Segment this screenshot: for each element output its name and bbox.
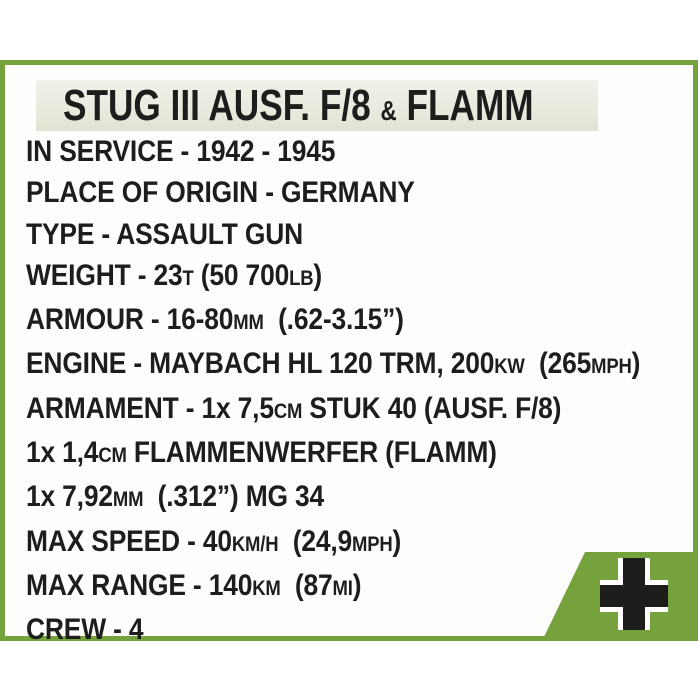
spec-line: [26, 476, 607, 520]
spec-unit-text: MM: [112, 488, 144, 512]
spec-line: [26, 255, 607, 299]
title-unit-text: &: [380, 95, 397, 126]
spec-line: [26, 299, 607, 343]
spec-unit-text: MPH: [591, 355, 632, 379]
spec-line: [26, 432, 607, 476]
spec-text: (265: [524, 347, 592, 381]
spec-text: WEIGHT - 23: [26, 258, 183, 292]
spec-line: [26, 343, 641, 387]
spec-text: 1x 1,4: [26, 436, 99, 470]
spec-text: ): [631, 347, 641, 381]
spec-unit-text: KM: [252, 576, 281, 600]
spec-text: (.62-3.15”): [263, 303, 404, 337]
spec-text: ARMOUR - 16-80: [26, 303, 234, 337]
spec-text: MAX RANGE - 140: [26, 568, 253, 602]
spec-text: TYPE - ASSAULT GUN: [26, 217, 303, 251]
spec-line: [26, 214, 607, 255]
spec-unit-text: T: [182, 266, 194, 290]
spec-text: PLACE OF ORIGIN - GERMANY: [26, 176, 415, 210]
spec-unit-text: MM: [233, 311, 264, 335]
spec-unit-text: KM/H: [231, 532, 279, 556]
spec-text: STUK 40 (AUSF. F/8): [302, 391, 562, 425]
spec-unit-text: KW: [494, 355, 525, 379]
spec-text: (50 700: [193, 258, 290, 292]
title-text: STUG III AUSF. F/8: [63, 81, 381, 130]
spec-text: ENGINE - MAYBACH HL 120 TRM, 200: [26, 347, 495, 381]
spec-line: [26, 388, 607, 432]
spec-line: [26, 172, 607, 213]
spec-unit-text: LB: [289, 266, 314, 290]
spec-line: [26, 131, 607, 172]
spec-text: (.312”) MG 34: [143, 480, 325, 514]
spec-unit-text: MI: [332, 576, 353, 600]
spec-text: IN SERVICE - 1942 - 1945: [26, 135, 336, 168]
spec-text: ): [352, 568, 362, 602]
spec-text: (87: [280, 568, 333, 602]
spec-text: 1x 7,92: [26, 480, 113, 514]
bottom-right-decoration: [520, 540, 700, 650]
spec-text: ARMAMENT - 1x 7,5: [26, 391, 274, 425]
title-text: FLAMM: [396, 81, 534, 130]
spec-text: FLAMMENWERFER (FLAMM): [126, 436, 497, 470]
spec-text: ): [313, 258, 322, 292]
spec-text: ): [392, 524, 402, 558]
spec-unit-text: CM: [273, 399, 303, 423]
spec-unit-text: CM: [98, 444, 127, 468]
spec-unit-text: MPH: [351, 532, 393, 556]
spec-text: MAX SPEED - 40: [26, 524, 232, 558]
card-title: [63, 82, 534, 135]
spec-text: CREW - 4: [26, 613, 144, 647]
spec-text: (24,9: [278, 524, 352, 558]
